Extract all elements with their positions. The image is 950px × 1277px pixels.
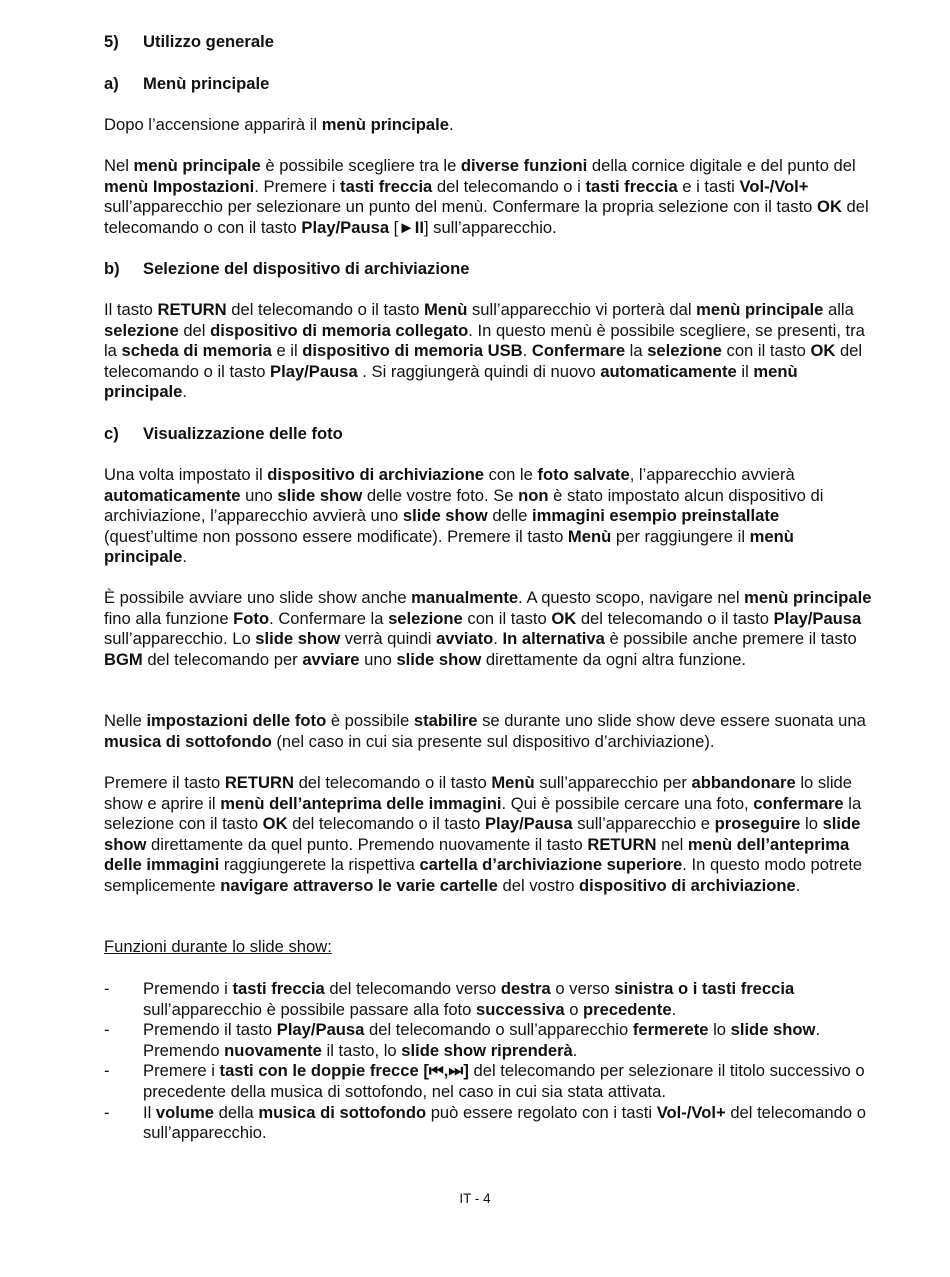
- section-heading-5: [104, 32, 274, 53]
- bold-text: OK: [551, 608, 577, 628]
- text-run: . In questo modo potrete semplicemente: [104, 855, 863, 895]
- bold-text: RETURN: [157, 300, 227, 319]
- bold-text: Menù: [567, 526, 612, 546]
- text-run: . Premere i: [254, 176, 341, 196]
- subsection-heading-c: [104, 424, 343, 445]
- text-run: del telecomando o sull’apparecchio: [364, 1020, 633, 1040]
- text-run: o verso: [550, 979, 615, 998]
- bullet-dash: -: [104, 1061, 110, 1081]
- text-run: Premendo i: [143, 979, 233, 998]
- text-run: sull’apparecchio e: [572, 814, 715, 834]
- bold-text: menù principale: [321, 115, 449, 134]
- text-run: con il tasto: [721, 341, 811, 361]
- text-run: Nelle: [104, 711, 147, 730]
- text-run: del telecomando per: [142, 649, 303, 669]
- text-run: è possibile anche premere il tasto: [604, 629, 857, 649]
- text-run: del telecomando per selezionare il titolo successivo o precedente della musica di sottofondo, nel caso in cui sia stata attivata.: [143, 1061, 865, 1101]
- bold-text: BGM: [104, 649, 143, 669]
- bold-text: slide show: [104, 814, 861, 854]
- bold-text: cartella d’archiviazione superiore: [419, 855, 683, 875]
- bold-text: Foto: [233, 608, 270, 628]
- text-run: fino alla funzione: [104, 608, 234, 628]
- text-run: sull’apparecchio per selezionare un punto del menù. Confermare la propria selezione con il tasto: [104, 197, 818, 217]
- text-run: uno: [359, 649, 397, 669]
- bold-text: Vol-/Vol+: [656, 1102, 726, 1122]
- text-run: .: [182, 547, 188, 567]
- text-run: del telecomando verso: [324, 979, 501, 998]
- bold-text: Play/Pausa: [301, 217, 390, 237]
- bold-text: In alternativa: [502, 629, 605, 649]
- bold-text: automaticamente: [600, 361, 737, 381]
- bold-text: manualmente: [411, 588, 519, 607]
- text-run: direttamente da ogni altra funzione.: [481, 649, 747, 669]
- text-run: [: [389, 217, 399, 237]
- text-run: del telecomando o il tasto: [226, 300, 425, 319]
- text-run: e i tasti: [677, 176, 740, 196]
- bullet-dash: -: [104, 1020, 110, 1040]
- bold-text: tasti freccia: [232, 979, 325, 998]
- text-run: delle vostre foto. Se: [362, 485, 519, 505]
- text-run: la selezione con il tasto: [104, 793, 862, 834]
- bold-text: confermare: [753, 793, 844, 813]
- bold-text: dispositivo di memoria collegato: [210, 320, 469, 340]
- text-run: nel: [656, 834, 688, 854]
- text-run: Una volta impostato il: [104, 465, 268, 484]
- text-run: . Si raggiungerà quindi di nuovo: [357, 361, 601, 381]
- text-run: del telecomando o con il tasto: [104, 197, 869, 237]
- text-run: con le: [483, 465, 538, 484]
- bold-text: slide show: [402, 506, 488, 526]
- text-run: alla: [823, 300, 854, 319]
- text-run: se durante uno slide show deve essere suonata una: [477, 711, 866, 730]
- subsection-letter: b): [104, 259, 120, 278]
- bold-text: volume: [155, 1102, 215, 1122]
- bold-text: menù principale: [133, 156, 261, 175]
- bold-text: musica di sottofondo: [258, 1102, 427, 1122]
- text-run: del telecomando o il tasto: [576, 608, 774, 628]
- bold-text: automaticamente: [104, 485, 241, 505]
- page-number: IT - 4: [459, 1191, 491, 1206]
- bold-text: avviato: [436, 629, 494, 649]
- text-run: . In questo menù è possibile scegliere, se presenti, tra la: [104, 320, 865, 361]
- text-run: .: [448, 115, 454, 134]
- text-run: uno: [240, 485, 278, 505]
- text-run: .: [671, 999, 677, 1019]
- text-run: del telecomando o il tasto: [293, 773, 492, 792]
- text-run: ] sull’apparecchio.: [423, 217, 557, 237]
- list-item: [104, 1103, 874, 1144]
- bold-text: menù principale: [104, 526, 794, 567]
- bold-text: menù Impostazioni: [104, 176, 255, 196]
- bold-text: immagini esempio preinstallate: [531, 506, 780, 526]
- bold-text: Vol-/Vol+: [739, 176, 809, 196]
- text-run: sull’apparecchio vi porterà dal: [467, 300, 697, 319]
- text-run: del: [178, 320, 211, 340]
- bold-text: precedente: [583, 999, 672, 1019]
- text-run: , l’apparecchio avvierà: [629, 465, 795, 484]
- text-run: del telecomando o il tasto: [104, 341, 863, 381]
- text-run: il: [736, 361, 754, 381]
- bold-text: dispositivo di archiviazione: [579, 875, 796, 895]
- functions-title: Funzioni durante lo slide show:: [104, 937, 332, 956]
- bold-text: navigare attraverso le varie cartelle: [220, 875, 498, 895]
- bold-text: dispositivo di archiviazione: [267, 465, 484, 484]
- text-run: del telecomando o sull’apparecchio.: [143, 1102, 866, 1143]
- subsection-letter: a): [104, 74, 119, 93]
- text-run: lo: [708, 1020, 731, 1040]
- text-run: e il: [271, 341, 303, 361]
- bold-text: non: [518, 485, 549, 505]
- bold-text: RETURN: [224, 773, 294, 792]
- subsection-heading-b: [104, 259, 469, 280]
- section-title: Utilizzo generale: [143, 32, 274, 51]
- section-number: 5): [104, 32, 119, 51]
- text-run: sull’apparecchio è possibile passare alla foto: [143, 999, 476, 1019]
- subsection-title: Selezione del dispositivo di archiviazione: [143, 259, 470, 278]
- bold-text: slide show: [396, 649, 482, 669]
- paragraph-auto-slideshow: [104, 465, 874, 568]
- bold-text: abbandonare: [691, 773, 796, 792]
- text-run: lo: [800, 814, 823, 834]
- paragraph-main-menu-usage: [104, 156, 874, 238]
- bold-text: tasti freccia: [585, 176, 678, 196]
- bold-text: menù principale: [744, 588, 872, 607]
- text-run: per raggiungere il: [611, 526, 750, 546]
- text-run: è stato impostato alcun dispositivo di archiviazione, l’apparecchio avvierà uno: [104, 485, 824, 526]
- text-run: del telecomando o il tasto: [287, 814, 485, 834]
- bold-text: musica di sottofondo: [104, 731, 272, 751]
- text-run: delle: [487, 506, 532, 526]
- bold-text: dispositivo di memoria USB: [302, 341, 523, 361]
- paragraph-storage-selection: [104, 300, 874, 403]
- text-run: .: [572, 1040, 578, 1060]
- bold-text: foto salvate: [537, 465, 630, 484]
- text-run: del vostro: [497, 875, 580, 895]
- paragraph-manual-slideshow: [104, 588, 874, 670]
- text-run: . Premendo: [143, 1020, 821, 1060]
- list-item: [104, 1061, 874, 1102]
- text-run: o: [564, 999, 584, 1019]
- bullet-dash: -: [104, 979, 110, 998]
- bold-text: Confermare: [531, 341, 626, 361]
- text-run: .: [182, 382, 188, 402]
- text-run: direttamente da quel punto. Premendo nuovamente il tasto: [146, 834, 588, 854]
- bold-text: Play/Pausa: [484, 814, 573, 834]
- bold-text: proseguire: [714, 814, 801, 834]
- text-run: Premere i: [143, 1061, 220, 1081]
- bold-text: successiva: [476, 999, 565, 1019]
- text-run: (nel caso in cui sia presente sul dispositivo d’archiviazione).: [271, 731, 715, 751]
- paragraph-preview-menu: [104, 773, 874, 897]
- bold-text: impostazioni delle foto: [146, 711, 327, 730]
- bold-text: scheda di memoria: [121, 341, 272, 361]
- paragraph-main-menu-intro: [104, 115, 874, 136]
- list-item: [104, 1020, 874, 1061]
- text-run: raggiungerete la rispettiva: [219, 855, 420, 875]
- text-run: Dopo l’accensione apparirà il: [104, 115, 322, 134]
- bold-text: Play/Pausa: [773, 608, 862, 628]
- bold-text: slide show: [277, 485, 363, 505]
- subsection-title: Menù principale: [143, 74, 270, 93]
- bold-text: RETURN: [587, 834, 657, 854]
- bold-text: nuovamente: [224, 1040, 322, 1060]
- bold-text: destra: [500, 979, 551, 998]
- text-run: .: [493, 629, 503, 649]
- bold-text: avviare: [302, 649, 360, 669]
- text-run: è possibile: [326, 711, 414, 730]
- text-run: . Qui è possibile cercare una foto,: [501, 793, 754, 813]
- bold-text: menù dell’anteprima delle immagini: [220, 793, 502, 813]
- text-run: verrà quindi: [340, 629, 437, 649]
- bold-text: OK: [810, 341, 836, 361]
- text-run: (quest’ultime non possono essere modificate). Premere il tasto: [104, 526, 568, 546]
- bold-text: selezione: [104, 320, 179, 340]
- text-run: Il: [143, 1102, 156, 1122]
- bold-text: tasti freccia: [340, 176, 433, 196]
- text-run: del telecomando o i: [432, 176, 586, 196]
- bold-text: selezione: [388, 608, 463, 628]
- list-item: [104, 979, 874, 1020]
- text-run: con il tasto: [462, 608, 552, 628]
- bold-text: Menù: [491, 773, 535, 792]
- text-run: Premere il tasto: [104, 773, 225, 792]
- text-run: il tasto, lo: [321, 1040, 402, 1060]
- text-run: la: [625, 341, 648, 361]
- slideshow-functions-list: [104, 979, 874, 1144]
- text-run: della: [214, 1102, 259, 1122]
- text-run: È possibile avviare uno slide show anche: [104, 588, 412, 607]
- bold-text: sinistra o i tasti freccia: [614, 979, 795, 998]
- bold-text: stabilire: [413, 711, 478, 730]
- text-run: Premendo il tasto: [143, 1020, 277, 1040]
- bold-text: Play/Pausa: [270, 361, 358, 381]
- bullet-dash: -: [104, 1102, 110, 1122]
- bold-text: ►II: [398, 217, 424, 237]
- bold-text: Play/Pausa: [276, 1020, 365, 1040]
- text-run: lo slide show e aprire il: [104, 773, 852, 813]
- bold-text: slide show: [730, 1020, 816, 1040]
- bold-text: diverse funzioni: [460, 156, 588, 175]
- text-run: .: [522, 341, 532, 361]
- bold-text: menù principale: [696, 300, 824, 319]
- text-run: sull’apparecchio. Lo: [104, 629, 256, 649]
- bold-text: menù dell’anteprima delle immagini: [104, 834, 850, 875]
- text-run: è possibile scegliere tra le: [260, 156, 461, 175]
- bold-text: tasti con le doppie frecce [⏮,⏭]: [219, 1061, 469, 1081]
- bold-text: slide show: [255, 629, 341, 649]
- subsection-heading-a: [104, 74, 269, 95]
- text-run: sull’apparecchio per: [534, 773, 692, 792]
- text-run: . A questo scopo, navigare nel: [518, 588, 745, 607]
- text-run: . Confermare la: [269, 608, 389, 628]
- text-run: può essere regolato con i tasti: [426, 1102, 657, 1122]
- bold-text: fermerete: [632, 1020, 709, 1040]
- bold-text: OK: [817, 197, 842, 217]
- text-run: della cornice digitale e del punto del: [587, 156, 856, 175]
- bold-text: selezione: [647, 341, 722, 361]
- text-run: Nel: [104, 156, 134, 175]
- subsection-letter: c): [104, 424, 119, 443]
- bold-text: OK: [262, 814, 288, 834]
- text-run: .: [795, 875, 801, 895]
- bold-text: menù principale: [104, 361, 798, 402]
- paragraph-background-music: [104, 711, 874, 752]
- bold-text: Menù: [424, 300, 468, 319]
- bold-text: slide show riprenderà: [401, 1040, 573, 1060]
- text-run: Il tasto: [104, 300, 158, 319]
- subsection-title: Visualizzazione delle foto: [143, 424, 343, 443]
